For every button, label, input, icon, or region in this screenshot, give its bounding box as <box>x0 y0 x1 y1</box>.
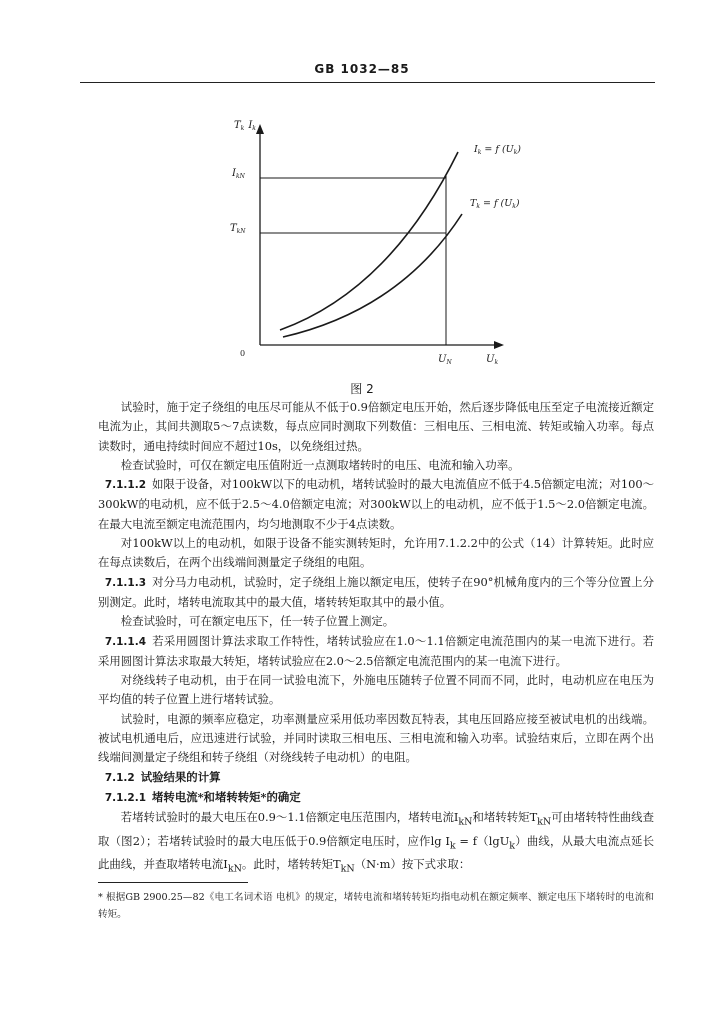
un-tick-label: $U_N$ <box>438 354 452 366</box>
body-text <box>98 398 654 879</box>
paragraph: 试验时，施于定子绕组的电压尽可能从不低于0.9倍额定电压开始，然后逐步降低电压至定子电流接近额定电流为止，其间共测取5～7点读数，每点应同时测取下列数值：三相电压、三相电流、转矩或输入功率。每点读数时，通电持续时间应不超过10s，以免绕组过热。 <box>98 400 654 453</box>
section-text: 对分马力电动机，试验时，定子绕组上施以额定电压，使转子在90°机械角度内的三个等分位置上分别测定。此时，堵转电流取其中的最大值，堵转转矩取其中的最小值。 <box>98 574 654 609</box>
section-number: 7.1.1.3 <box>104 576 147 589</box>
tkn-tick-label: $T_{kN}$ <box>230 223 246 235</box>
paragraph: 若堵转试验时的最大电压在0.9～1.1倍额定电压范围内，堵转电流$I_{kN}$和堵转转矩$T_{kN}$可由堵转特性曲线查取（图2）；若堵转试验时的最大电压低于0.9倍额定电压时，应作$\lg I_k = f(\lg U_k)$曲线，从最大电流点延长此曲线，并查取堵转电流$I_{kN}$。此时，堵转转矩$T_{kN}(N\cdot m)$按下式求取： <box>98 810 654 875</box>
origin-label: 0 <box>240 349 246 358</box>
y-axis-arrow <box>256 124 264 134</box>
paragraph: 对100kW以上的电动机，如限于设备不能实测转矩时，允许用7.1.2.2中的公式（14）计算转矩。此时应在每点读数后，在两个出线端间测量定子绕组的电阻。 <box>98 536 654 570</box>
section-number: 7.1.1.4 <box>104 635 147 648</box>
section-7-1-2 <box>98 768 654 788</box>
figure-caption: 图 2 <box>350 382 374 396</box>
section-7-1-1-4 <box>98 632 654 672</box>
paragraph: 对绕线转子电动机，由于在同一试验电流下，外施电压随转子位置不同而不同，此时，电动机应在电压为平均值的转子位置上进行堵转试验。 <box>98 673 654 707</box>
section-title: 试验结果的计算 <box>140 769 221 784</box>
locked-rotor-characteristic-figure <box>0 0 724 400</box>
torque-curve <box>283 214 462 337</box>
page-header: GB 1032—85 <box>314 62 410 76</box>
y-axis-label: $T_k$ $I_k$ <box>234 120 256 132</box>
current-curve-label: $I_k = f$ $(U_k)$ <box>474 144 522 156</box>
section-title: 堵转电流*和堵转转矩*的确定 <box>152 789 301 804</box>
paragraph: 试验时，电源的频率应稳定，功率测量应采用低功率因数瓦特表，其电压回路应接至被试电机的出线端。被试电机通电后，应迅速进行试验，并同时读取三相电压、三相电流和输入功率。试验结束后，立即在两个出线端间测量定子绕组和转子绕组（对绕线转子电动机）的电阻。 <box>98 711 654 765</box>
paragraph: 检查试验时，可仅在额定电压值附近一点测取堵转时的电压、电流和输入功率。 <box>120 457 520 472</box>
x-axis-label: $U_k$ <box>486 354 499 366</box>
section-number: 7.1.2.1 <box>104 791 147 804</box>
section-text: 如限于设备，对100kW以下的电动机，堵转试验时的最大电流值应不低于4.5倍额定电流；对100～300kW的电动机，应不低于2.5～4.0倍额定电流；对300kW以上的电动机，应不低于1.5～2.0倍额定电流。在最大电流至额定电流范围内，均匀地测取不少于4点读数。 <box>98 477 654 531</box>
section-text: 若采用圆图计算法求取工作特性，堵转试验应在1.0～1.1倍额定电流范围内的某一电流下进行。若采用圆图计算法求取最大转矩，堵转试验应在2.0～2.5倍额定电流范围内的某一电流下进行。 <box>98 633 654 668</box>
section-number: 7.1.2 <box>104 771 135 784</box>
section-number: 7.1.1.2 <box>104 479 147 492</box>
ikn-tick-label: $I_{kN}$ <box>232 168 245 180</box>
footnote-rule <box>98 882 248 883</box>
paragraph: 检查试验时，可在额定电压下，任一转子位置上测定。 <box>120 614 395 629</box>
torque-curve-label: $T_k = f$ $(U_k)$ <box>470 198 520 210</box>
section-7-1-1-3 <box>98 573 654 613</box>
x-axis-arrow <box>494 341 504 349</box>
section-7-1-1-2 <box>98 475 654 534</box>
footnote: * 根据GB 2900.25—82《电工名词术语 电机》的规定，堵转电流和堵转转矩均指电动机在额定频率、额定电压下堵转时的电流和转矩。 <box>98 892 654 920</box>
section-7-1-2-1 <box>98 788 654 808</box>
